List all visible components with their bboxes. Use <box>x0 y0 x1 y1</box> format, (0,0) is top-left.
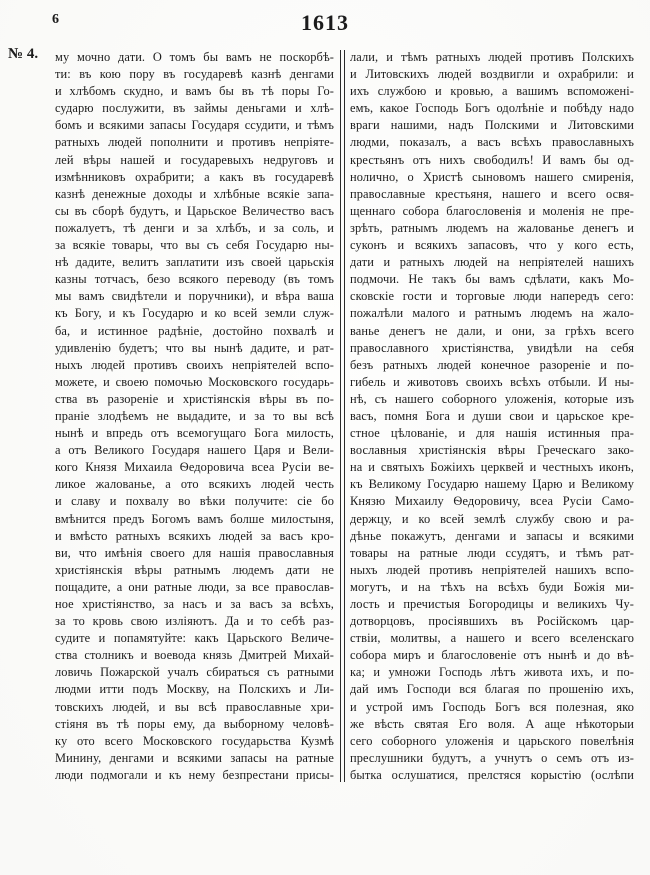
text-line: кого Князя Михаила Ѳедоровича всеа Русіи ве- <box>55 460 334 475</box>
text-line: къ Богу, и къ Государю и ко всей земли служ- <box>55 306 334 321</box>
text-line: щеннаго собора благословенія и моленія не пре- <box>350 203 634 218</box>
text-line: православного христіянства, увидѣли на себя <box>350 340 634 355</box>
text-line: нѣ, съ нашего соборного уложенія, которые изъ <box>350 391 634 406</box>
text-line: можете, и своею помочью Московского государь- <box>55 374 334 389</box>
text-line: за то кровь свою изліяютъ. Да и то себѣ раз- <box>55 614 334 629</box>
text-line: нолично, о Христѣ сыновомъ нашего смиренія, <box>350 169 634 184</box>
text-line: ратныхъ людей пополнити и противъ непріяте- <box>55 135 334 150</box>
text-line: собора миръ и благословеніе отъ нынѣ и до вѣ- <box>350 648 634 663</box>
text-line: и хлѣбомъ скудно, и вамъ бы въ тѣ поры Го- <box>55 84 334 99</box>
right-text-column <box>350 49 634 784</box>
text-line: ви, что имѣнія своего для нашія православныя <box>55 545 334 560</box>
text-line: же вѣсть святая Его воля. А аще нѣкоторыи <box>350 716 634 731</box>
text-line: нынѣ и впредь отъ всемогущаго Бога милость, <box>55 426 334 441</box>
text-line: судите и попамятуйте: какъ Царьского Величе- <box>55 631 334 646</box>
text-line: лость и пречистыя Богородицы и великихъ Чу- <box>350 597 634 611</box>
text-line: суконъ и всякихъ запасовъ, что у кого есть, <box>350 238 634 253</box>
text-line: бомъ и всякими запасы Государя ссудити, и тѣмъ <box>55 118 334 133</box>
text-line: людми, показалъ, а васъ всѣхъ православныхъ <box>350 135 634 150</box>
text-line: ловичь Пожарской учалъ сбираться съ ратными <box>55 665 334 680</box>
text-line: Минину, денгами и всякими запасы на ратные <box>55 750 334 765</box>
text-line: Князю Михаилу Ѳедоровичу, всеа Русіи Само- <box>350 494 634 509</box>
text-line: казнѣ денежные доходы и хлѣбные всякіе запа- <box>55 186 334 201</box>
text-line: стіяня въ тѣ поры ему, да выборному человѣ- <box>55 716 334 731</box>
text-line: и вмѣсто ратныхъ всякихъ людей за васъ кро- <box>55 528 334 543</box>
text-line: сего соборного уложенія и царьского повелѣнія <box>350 733 634 748</box>
text-line: ванье денегъ не дали, и они, за грѣхъ всего <box>350 323 634 338</box>
text-line: вмѣнится предъ Богомъ вамъ болше милостыня, <box>55 511 334 526</box>
text-line: сударю послужити, въ займы деньгами и хлѣ- <box>55 101 334 116</box>
text-line: дати и ратныхъ людей на непріятелей нашихъ <box>350 255 634 270</box>
text-line: емъ, какое Господь Богъ одолѣніе и побѣду надо <box>350 101 634 116</box>
text-line: преслушники будутъ, а учнутъ о семъ отъ из- <box>350 750 634 765</box>
text-line: сы въ сборѣ будутъ, и Царьское Величество васъ <box>55 203 334 218</box>
text-line: гибель и животовъ своихъ всѣхъ отбыли. И ны- <box>350 374 634 389</box>
text-line: сковскіе гости и торговые люди напередъ сего: <box>350 289 634 304</box>
text-line: ти: въ кою пору въ государевѣ казнѣ денгами <box>55 67 334 82</box>
text-line: за всякіе товары, что вы съ себя Государю ны- <box>55 238 334 253</box>
text-line: зрѣть, ратнымъ людемъ на жалованье денегъ и <box>350 220 634 235</box>
text-line: удивленію будетъ; что вы нынѣ дадите, и рат- <box>55 340 334 355</box>
text-line: къ Великому Государю нашему Царю и Великому <box>350 477 634 492</box>
text-line: христіянскія вѣры ратнымъ людемъ дати не <box>55 562 334 577</box>
text-line: лали, и тѣмъ ратныхъ людей противъ Полскихъ <box>350 50 634 64</box>
text-line: дѣнье покажутъ, денгами и запасы и всякими <box>350 528 634 543</box>
text-line: пожалѣли малого и ратнымъ людемъ на жало- <box>350 306 634 321</box>
text-line: стное цѣлованіе, и для нашія истинныя пра- <box>350 426 634 441</box>
text-line: безъ ратныхъ людей конечное разореніе и по- <box>350 357 634 372</box>
folio-number: 6 <box>52 12 59 27</box>
text-line: ныхъ людей противъ непріятелей нашихъ вспо- <box>350 562 634 577</box>
text-line: пожалуетъ, тѣ денги и за хлѣбъ, и за соль, и <box>55 220 334 235</box>
column-divider-rule <box>340 50 345 782</box>
text-line: васъ, помня Бога и души свои и царьское кре- <box>350 408 634 423</box>
text-line: ку ото всего Московского государьства Кузмѣ <box>55 733 334 748</box>
text-line: православные крестьяня, нашего и всего освя- <box>350 186 634 201</box>
text-line: и Литовскихъ людей воздвигли и охрабрили: и <box>350 67 634 82</box>
year-header: 1613 <box>301 10 349 35</box>
text-line: ства въ разореніе и христіянскія вѣры въ по- <box>55 391 334 406</box>
text-line: ба, и истинное радѣніе, достойно похвалѣ и <box>55 323 334 338</box>
text-line: товскихъ людей, и вы всѣ православные хри- <box>55 699 334 714</box>
text-line: подмочи. Не такъ бы вамъ сдѣлати, какъ Мо- <box>350 272 634 287</box>
text-line: лей вѣры нашей и государевыхъ недруговъ и <box>55 152 334 167</box>
text-line: ликое жалованье, а ото всякихъ людей честь <box>55 477 334 492</box>
text-line: и славу и похвалу во вѣки получите: сіе бо <box>55 494 334 509</box>
text-columns <box>55 49 635 784</box>
text-line: крестьянъ отъ нихъ свободилъ! И вамъ бы од- <box>350 152 634 167</box>
text-line: товары на ратные люди ссудятъ, и тѣмъ рат- <box>350 545 634 560</box>
text-line: дай имъ Господи вся благая по прошенію ихъ, <box>350 682 634 697</box>
text-line: ное христіянство, за насъ и за васъ за всѣхъ, <box>55 597 334 611</box>
text-line: враги нашими, надъ Полскими и Литовскими <box>350 118 634 133</box>
text-line: людми итти подъ Москву, на Полскихъ и Ли- <box>55 682 334 697</box>
text-line: бытка ослушатися, прелстяся корыстію (ослѣпи <box>350 767 634 782</box>
text-line: на и святыхъ Божіихъ церквей и честныхъ иконъ, <box>350 460 634 475</box>
margin-document-number: № 4. <box>8 46 39 62</box>
text-line: ствіи, молитвы, а нашего и всего вселенскаго <box>350 631 634 646</box>
text-line: ка; и умножи Господь лѣтъ живота ихъ, и по- <box>350 665 634 680</box>
text-line: а отъ Великого Государя нашего Царя и Вели- <box>55 443 334 458</box>
text-line: ства столникъ и воевода князь Дмитрей Михай- <box>55 648 334 663</box>
text-line: ныхъ людей противъ своихъ непріятелей вспо- <box>55 357 334 372</box>
text-line: ихъ службою и кровью, а вашимъ вспоможені- <box>350 84 634 99</box>
text-line: могутъ, и на тѣхъ на всѣхъ буди Божія ми- <box>350 579 634 594</box>
text-line: измѣнниковъ охрабрити; а какъ въ государевѣ <box>55 169 334 184</box>
text-line: дотворцовъ, просіявшихъ въ Російскомъ цар- <box>350 614 634 629</box>
text-line: вославныя христіянскія вѣры Греческаго зако- <box>350 443 634 458</box>
text-line: держцу, и ко всей землѣ службу свою и ра- <box>350 511 634 526</box>
text-line: казны тотчасъ, безо всякого переводу (въ томъ <box>55 272 334 287</box>
text-line: люди подмогали и къ нему безпрестани присы- <box>55 767 334 782</box>
text-line: нѣ дадите, велитъ заплатити изъ своей царьскія <box>55 255 334 270</box>
left-text-column <box>55 49 334 784</box>
text-line: и устрой имъ Господь Богъ вся полезная, яко <box>350 699 634 714</box>
text-line: мы вамъ свидѣтели и поручники), и вѣра ваша <box>55 289 334 304</box>
text-line: праніе злодѣемъ не выдадите, и за то вы всѣ <box>55 408 334 423</box>
text-line: пощадите, а они ратные люди, за все православ- <box>55 579 334 594</box>
text-line: му мочно дати. О томъ бы вамъ не поскорбѣ- <box>55 50 334 64</box>
